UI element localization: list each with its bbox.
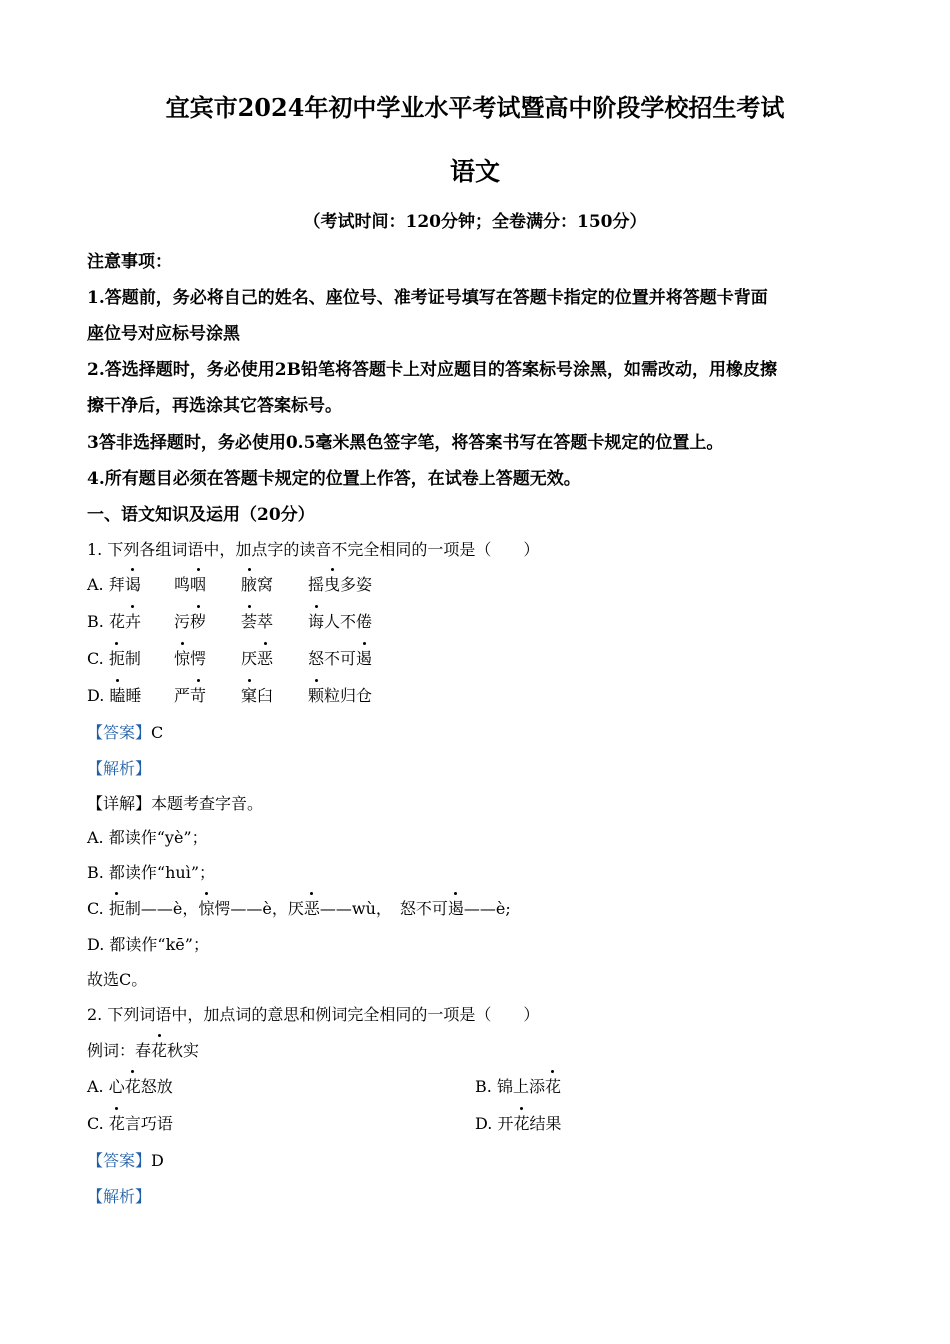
option-word: [87, 572, 141, 595]
dotted-char: 扼: [109, 646, 125, 669]
detail-text: 本题考查字音。: [151, 794, 264, 813]
text-segment: 愕——è，厌: [214, 899, 304, 918]
option-word: [241, 572, 273, 595]
dotted-char: 窠: [241, 683, 257, 706]
dotted-char: 遏: [356, 646, 372, 669]
question-1-explain-b: B. 都读作“huì”；: [87, 863, 216, 882]
option-label: C.: [87, 1114, 104, 1133]
notice-item-1-line-2: 座位号对应标号涂黑: [87, 324, 240, 344]
word-text: 鸣: [174, 575, 191, 594]
dotted-char: 惊: [174, 646, 190, 669]
option-label: D.: [475, 1114, 493, 1133]
subject-title: 语文: [449, 157, 500, 186]
dotted-char: 惊: [198, 896, 214, 919]
word-text: 睡: [125, 686, 142, 705]
question-2-option-a: [87, 1074, 173, 1097]
dotted-char: 谒: [125, 572, 141, 595]
option-label: B.: [87, 612, 104, 631]
word-text: 厌: [241, 649, 258, 668]
detail-tag: 【详解】: [87, 794, 152, 813]
word-text: 花: [108, 612, 125, 631]
text-segment: 制——è，: [124, 899, 199, 918]
word-text: 怒不可: [308, 649, 357, 668]
option-word: [241, 646, 273, 669]
dotted-char: 恶: [304, 896, 320, 919]
question-1-answer: [87, 720, 163, 743]
text-segment: 结果: [529, 1114, 562, 1133]
option-word: [241, 609, 273, 632]
option-word: [87, 683, 141, 706]
option-word: [174, 609, 206, 632]
dotted-char: 卉: [125, 609, 141, 632]
question-2-example: [87, 1038, 199, 1061]
answer-tag: 【答案】: [87, 723, 152, 742]
dotted-char: 遏: [448, 896, 464, 919]
question-1-stem: 1. 下列各组词语中，加点字的读音不完全相同的一项是（ ）: [87, 540, 540, 559]
option-label: A.: [87, 575, 104, 594]
option-label: D.: [87, 686, 105, 705]
question-1-explain-c: [87, 896, 511, 919]
word-text: 臼: [257, 686, 274, 705]
option-label: B.: [475, 1077, 492, 1096]
question-2-analysis-tag: 【解析】: [87, 1187, 152, 1206]
option-word: [308, 572, 372, 595]
dotted-char: 瞌: [109, 683, 125, 706]
dotted-char: 恶: [257, 646, 273, 669]
dotted-char: 咽: [190, 572, 206, 595]
word-text: 人不倦: [324, 612, 373, 631]
dotted-char: 腋: [241, 572, 257, 595]
question-2-option-b: [475, 1074, 561, 1097]
option-word: [87, 646, 141, 669]
question-2-option-d: [475, 1111, 561, 1134]
option-label: A.: [87, 1077, 104, 1096]
word-text: 严: [174, 686, 191, 705]
answer-value: D: [151, 1151, 164, 1170]
option-label: C.: [87, 649, 104, 668]
text-segment: C.: [87, 899, 104, 918]
text-segment: ——wù， 怒不可: [319, 899, 448, 918]
word-text: 拜: [108, 575, 125, 594]
text-segment: 心: [108, 1077, 125, 1096]
dotted-char: 花: [109, 1111, 125, 1134]
dotted-char: 颗: [308, 683, 324, 706]
word-text: 窝: [257, 575, 274, 594]
text-segment: 怒放: [140, 1077, 173, 1096]
exam-info: （考试时间：120分钟；全卷满分：150分）: [303, 212, 647, 232]
dotted-char: 花: [545, 1074, 561, 1097]
notice-heading: 注意事项：: [87, 252, 172, 272]
option-word: [174, 683, 206, 706]
word-text: 摇: [308, 575, 325, 594]
option-word: [241, 683, 273, 706]
question-2-answer: [87, 1148, 164, 1171]
question-1-analysis-tag: 【解析】: [87, 759, 152, 778]
word-text: 多姿: [340, 575, 373, 594]
option-word: [308, 609, 372, 632]
dotted-char: 花: [513, 1111, 529, 1134]
question-1-explain-d: D. 都读作“kē”；: [87, 935, 209, 954]
word-text: 萃: [257, 612, 274, 631]
question-2-option-c: [87, 1111, 173, 1134]
notice-item-2-line-1: 2.答选择题时，务必使用2B铅笔将答题卡上对应题目的答案标号涂黑，如需改动，用橡皮擦: [87, 360, 777, 380]
dotted-char: 苛: [190, 683, 206, 706]
question-1-detail: [87, 791, 263, 814]
answer-value: C: [151, 723, 164, 742]
notice-item-1-line-1: 1.答题前，务必将自己的姓名、座位号、准考证号填写在答题卡指定的位置并将答题卡背面: [87, 288, 768, 308]
option-word: [174, 646, 206, 669]
option-word: [87, 609, 141, 632]
answer-tag: 【答案】: [87, 1151, 152, 1170]
question-1-explain-a: A. 都读作“yè”；: [87, 828, 208, 847]
exam-title: 宜宾市2024年初中学业水平考试暨高中阶段学校招生考试: [165, 93, 785, 122]
text-segment: ——è;: [463, 899, 511, 918]
text-segment: 秋实: [167, 1041, 200, 1060]
dotted-char: 曳: [324, 572, 340, 595]
text-segment: 例词：春: [87, 1041, 152, 1060]
word-text: 污: [174, 612, 191, 631]
option-word: [308, 683, 372, 706]
option-word: [174, 572, 206, 595]
text-segment: 锦上添: [496, 1077, 545, 1096]
text-segment: 言巧语: [124, 1114, 173, 1133]
dotted-char: 花: [125, 1074, 141, 1097]
question-1-conclusion: 故选C。: [87, 970, 148, 989]
notice-item-2-line-2: 擦干净后，再选涂其它答案标号。: [87, 396, 342, 416]
dotted-char: 诲: [308, 609, 324, 632]
dotted-char: 荟: [241, 609, 257, 632]
dotted-char: 花: [151, 1038, 167, 1061]
word-text: 粒归仓: [324, 686, 373, 705]
section-1-heading: 一、语文知识及运用（20分）: [87, 505, 315, 525]
word-text: 制: [124, 649, 141, 668]
question-2-stem: 2. 下列词语中，加点词的意思和例词完全相同的一项是（ ）: [87, 1005, 540, 1024]
option-word: [308, 646, 372, 669]
dotted-char: 扼: [109, 896, 125, 919]
text-segment: 开: [497, 1114, 514, 1133]
word-text: 愕: [190, 649, 207, 668]
notice-item-4: 4.所有题目必须在答题卡规定的位置上作答，在试卷上答题无效。: [87, 469, 581, 489]
dotted-char: 秽: [190, 609, 206, 632]
notice-item-3: 3答非选择题时，务必使用0.5毫米黑色签字笔，将答案书写在答题卡规定的位置上。: [87, 433, 724, 453]
